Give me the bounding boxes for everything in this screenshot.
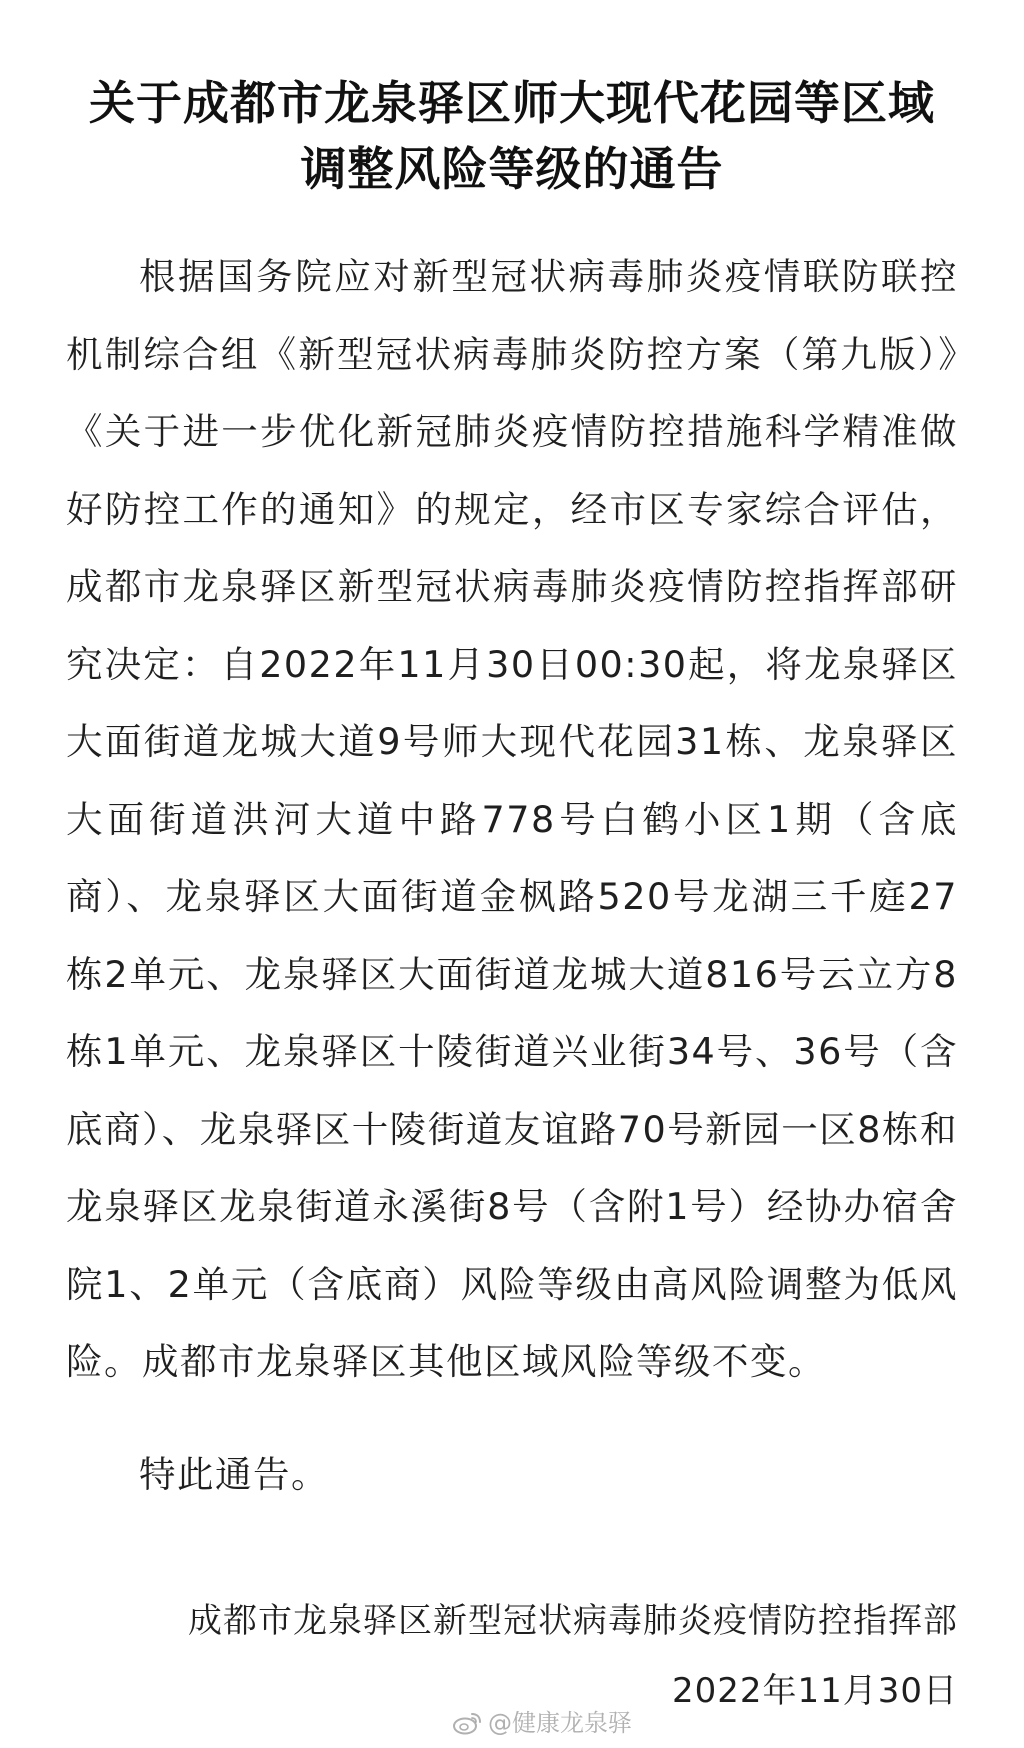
notice-title-line-2: 调整风险等级的通告	[300, 142, 724, 196]
notice-signature	[188, 1586, 958, 1726]
weibo-icon	[452, 1711, 482, 1735]
signature-date: 2022年11月30日	[671, 1671, 958, 1711]
notice-title	[40, 70, 984, 202]
weibo-watermark	[452, 1708, 632, 1738]
signature-organization: 成都市龙泉驿区新型冠状病毒肺炎疫情防控指挥部	[188, 1601, 958, 1641]
notice-body: 根据国务院应对新型冠状病毒肺炎疫情联防联控机制综合组《新型冠状病毒肺炎防控方案（第九版）》《关于进一步优化新冠肺炎疫情防控措施科学精准做好防控工作的通知》的规定，经市区专家综合评估，成都市龙泉驿区新型冠状病毒肺炎疫情防控指挥部研究决定：自2022年11月30日00:30起，将龙泉驿区大面街道龙城大道9号师大现代花园31栋、龙泉驿区大面街道洪河大道中路778号白鹤小区1期（含底商）、龙泉驿区大面街道金枫路520号龙湖三千庭27栋2单元、龙泉驿区大面街道龙城大道816号云立方8栋1单元、龙泉驿区十陵街道兴业街34号、36号（含底商）、龙泉驿区十陵街道友谊路70号新园一区8栋和龙泉驿区龙泉街道永溪街8号（含附1号）经协办宿舍院1、2单元（含底商）风险等级由高风险调整为低风险。成都市龙泉驿区其他区域风险等级不变。	[66, 255, 958, 1383]
notice-title-line-1: 关于成都市龙泉驿区师大现代花园等区域	[89, 76, 935, 130]
notice-closing: 特此通告。	[139, 1453, 329, 1496]
watermark-text: @健康龙泉驿	[488, 1709, 632, 1737]
